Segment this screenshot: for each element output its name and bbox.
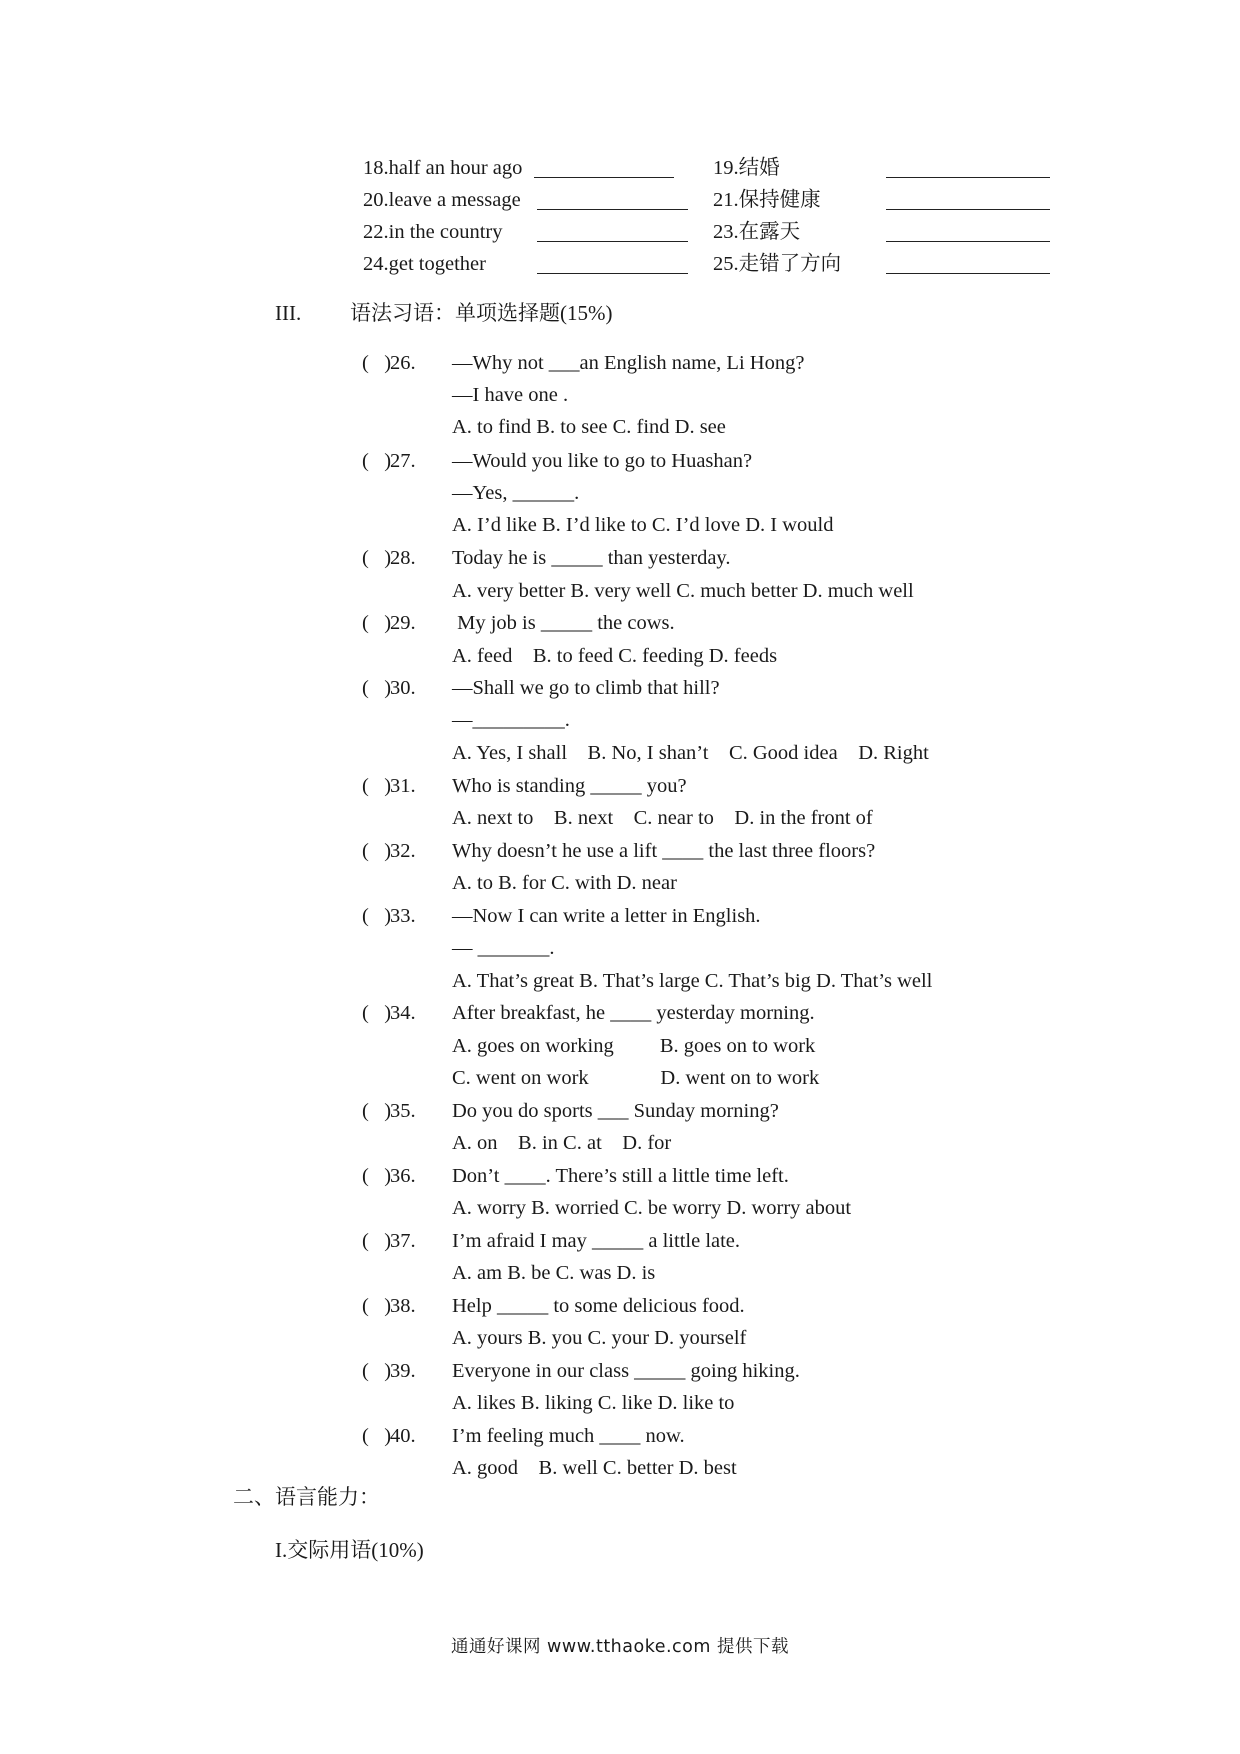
question-text: After breakfast, he ____ yesterday morning.: [452, 1002, 815, 1024]
answer-parenthesis: ( ): [362, 450, 392, 472]
section-title: 语法习语：单项选择题(15%): [350, 301, 613, 325]
vocab-term-zh: 21.保持健康: [713, 189, 821, 211]
answer-parenthesis: ( ): [362, 840, 392, 862]
answer-parenthesis: ( ): [362, 677, 392, 699]
answer-parenthesis: ( ): [362, 1230, 392, 1252]
question-number: 28.: [390, 547, 416, 569]
vocab-term-zh: 25.走错了方向: [713, 253, 842, 275]
question-number: 34.: [390, 1002, 416, 1024]
question-text: Why doesn’t he use a lift ____ the last three floors?: [452, 840, 876, 862]
answer-blank: [886, 241, 1050, 242]
question-text: Who is standing _____ you?: [452, 775, 687, 797]
question-text: Everyone in our class _____ going hiking.: [452, 1360, 800, 1382]
question-text: — _______.: [452, 937, 555, 959]
answer-parenthesis: ( ): [362, 547, 392, 569]
answer-options: A. worry B. worried C. be worry D. worry about: [452, 1197, 852, 1219]
answer-parenthesis: ( ): [362, 775, 392, 797]
question-text: I’m feeling much ____ now.: [452, 1425, 685, 1447]
answer-parenthesis: ( ): [362, 1002, 392, 1024]
answer-parenthesis: ( ): [362, 905, 392, 927]
question-number: 29.: [390, 612, 416, 634]
vocab-row: [0, 254, 1240, 284]
answer-options: A. to B. for C. with D. near: [452, 872, 677, 894]
answer-parenthesis: ( ): [362, 1360, 392, 1382]
answer-parenthesis: ( ): [362, 612, 392, 634]
answer-blank: [534, 177, 674, 178]
answer-options: A. yours B. you C. your D. yourself: [452, 1327, 747, 1349]
question-text: —Would you like to go to Huashan?: [452, 450, 753, 472]
answer-options: A. on B. in C. at D. for: [452, 1132, 672, 1154]
vocab-row: [0, 222, 1240, 252]
vocab-term-en: 20.leave a message: [363, 189, 521, 211]
question-number: 38.: [390, 1295, 416, 1317]
answer-options: A. am B. be C. was D. is: [452, 1262, 656, 1284]
question-number: 26.: [390, 352, 416, 374]
question-text: My job is _____ the cows.: [452, 612, 675, 634]
question-text: Today he is _____ than yesterday.: [452, 547, 731, 569]
vocab-row: [0, 190, 1240, 220]
section-title: I.交际用语(10%): [275, 1538, 424, 1562]
question-text: —Now I can write a letter in English.: [452, 905, 761, 927]
vocab-term-zh: 23.在露天: [713, 221, 801, 243]
page-footer: 通通好课网 www.tthaoke.com 提供下载: [451, 1637, 789, 1657]
question-text: Don’t ____. There’s still a little time left.: [452, 1165, 789, 1187]
question-number: 40.: [390, 1425, 416, 1447]
question-number: 27.: [390, 450, 416, 472]
answer-parenthesis: ( ): [362, 1425, 392, 1447]
answer-options: A. I’d like B. I’d like to C. I’d love D. I would: [452, 514, 834, 536]
section-number: III.: [275, 301, 302, 325]
answer-blank: [537, 273, 688, 274]
answer-options: C. went on work D. went on to work: [452, 1067, 820, 1089]
question-number: 35.: [390, 1100, 416, 1122]
answer-parenthesis: ( ): [362, 1100, 392, 1122]
answer-options: A. goes on working B. goes on to work: [452, 1035, 816, 1057]
question-number: 30.: [390, 677, 416, 699]
answer-options: A. very better B. very well C. much better D. much well: [452, 580, 914, 602]
question-text: Do you do sports ___ Sunday morning?: [452, 1100, 779, 1122]
question-text: —I have one .: [452, 384, 569, 406]
vocab-term-en: 24.get together: [363, 253, 486, 275]
question-text: —Shall we go to climb that hill?: [452, 677, 720, 699]
question-number: 32.: [390, 840, 416, 862]
answer-options: A. good B. well C. better D. best: [452, 1457, 737, 1479]
answer-options: A. Yes, I shall B. No, I shan’t C. Good idea D. Right: [452, 742, 929, 764]
answer-options: A. likes B. liking C. like D. like to: [452, 1392, 735, 1414]
question-text: Help _____ to some delicious food.: [452, 1295, 745, 1317]
answer-options: A. next to B. next C. near to D. in the front of: [452, 807, 873, 829]
question-number: 36.: [390, 1165, 416, 1187]
vocab-term-en: 18.half an hour ago: [363, 157, 523, 179]
answer-options: A. That’s great B. That’s large C. That’s big D. That’s well: [452, 970, 933, 992]
question-number: 39.: [390, 1360, 416, 1382]
answer-blank: [886, 273, 1050, 274]
question-text: —Yes, ______.: [452, 482, 580, 504]
answer-parenthesis: ( ): [362, 1165, 392, 1187]
question-number: 33.: [390, 905, 416, 927]
answer-options: A. feed B. to feed C. feeding D. feeds: [452, 645, 778, 667]
answer-blank: [886, 177, 1050, 178]
question-text: I’m afraid I may _____ a little late.: [452, 1230, 741, 1252]
answer-blank: [537, 209, 688, 210]
answer-parenthesis: ( ): [362, 1295, 392, 1317]
vocab-row: [0, 158, 1240, 188]
part-title: 二、语言能力：: [233, 1485, 380, 1509]
question-number: 31.: [390, 775, 416, 797]
question-number: 37.: [390, 1230, 416, 1252]
question-text: —Why not ___an English name, Li Hong?: [452, 352, 805, 374]
vocab-term-en: 22.in the country: [363, 221, 503, 243]
vocab-term-zh: 19.结婚: [713, 157, 780, 179]
question-text: —_________.: [452, 709, 570, 731]
answer-blank: [537, 241, 688, 242]
answer-options: A. to find B. to see C. find D. see: [452, 416, 726, 438]
answer-blank: [886, 209, 1050, 210]
answer-parenthesis: ( ): [362, 352, 392, 374]
